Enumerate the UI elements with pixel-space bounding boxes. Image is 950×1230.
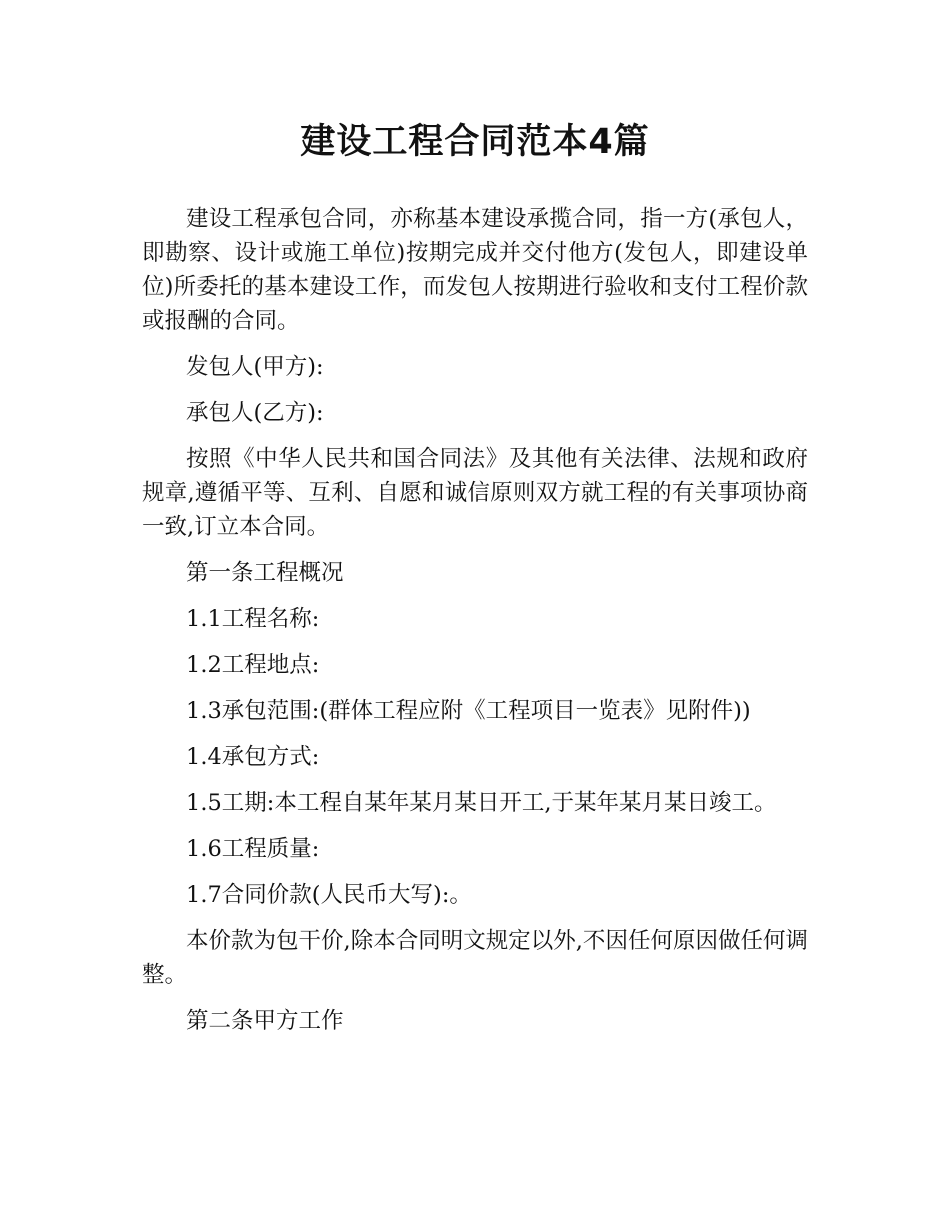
article-1-heading: 第一条工程概况 (186, 560, 344, 586)
clause-1-5: 1.5工期:本工程自某年某月某日开工,于某年某月某日竣工。 (186, 790, 777, 816)
clause-1-2: 1.2工程地点: (186, 652, 320, 678)
document-title: 建设工程合同范本4篇 (300, 122, 650, 162)
legal-basis-paragraph: 按照《中华人民共和国合同法》及其他有关法律、法规和政府规章,遵循平等、互利、自愿和诚信原则双方就工程的有关事项协商一致,订立本合同。 (142, 446, 808, 540)
clause-1-6: 1.6工程质量: (186, 836, 320, 862)
party-a-line: 发包人(甲方): (186, 354, 324, 380)
clause-1-1: 1.1工程名称: (186, 606, 320, 632)
party-b-line: 承包人(乙方): (186, 400, 324, 426)
document-body (142, 202, 808, 1050)
price-note-paragraph: 本价款为包干价,除本合同明文规定以外,不因任何原因做任何调整。 (142, 928, 808, 988)
intro-paragraph: 建设工程承包合同，亦称基本建设承揽合同，指一方(承包人，即勘察、设计或施工单位)按期完成并交付他方(发包人，即建设单位)所委托的基本建设工作，而发包人按期进行验收和支付工程价款或报酬的合同。 (142, 206, 808, 334)
article-2-heading: 第二条甲方工作 (186, 1008, 344, 1034)
clause-1-4: 1.4承包方式: (186, 744, 320, 770)
clause-1-3: 1.3承包范围:(群体工程应附《工程项目一览表》见附件)) (186, 698, 751, 724)
clause-1-7: 1.7合同价款(人民币大写):。 (186, 882, 472, 908)
